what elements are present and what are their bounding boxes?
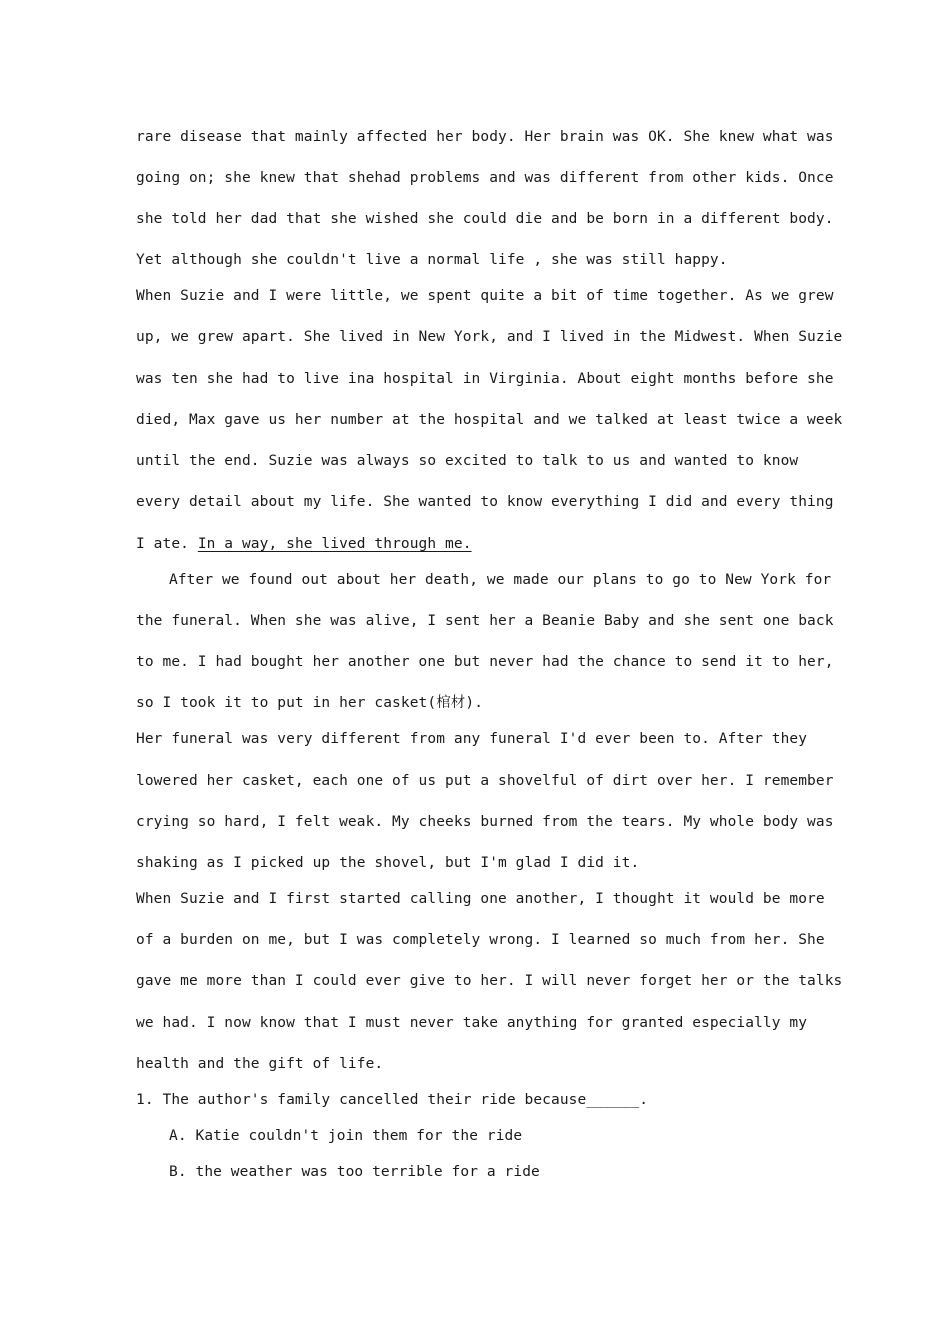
paragraph-2-line-6: every detail about my life. She wanted to know everything I did and every thing [136,494,834,510]
paragraph-5-line-2: of a burden on me, but I was completely wrong. I learned so much from her. She [136,932,825,948]
paragraph-3-line-2: the funeral. When she was alive, I sent her a Beanie Baby and she sent one back [136,613,834,629]
paragraph-1-line-3: she told her dad that she wished she could die and be born in a different body. [136,211,834,227]
paragraph-4-line-1: Her funeral was very different from any funeral I'd ever been to. After they [136,731,808,747]
paragraph-2-line-7 [136,534,472,554]
question-1-option-b: B. the weather was too terrible for a ride [169,1164,540,1180]
paragraph-2-line-3: was ten she had to live ina hospital in Virginia. About eight months before she [136,371,834,387]
paragraph-3-line-1: After we found out about her death, we made our plans to go to New York for [169,572,832,588]
paragraph-4-line-3: crying so hard, I felt weak. My cheeks burned from the tears. My whole body was [136,814,834,830]
question-1-option-a: A. Katie couldn't join them for the ride [169,1128,523,1144]
paragraph-2-line-2: up, we grew apart. She lived in New York, and I lived in the Midwest. When Suzie [136,329,843,345]
paragraph-3-line-4: so I took it to put in her casket(棺材). [136,695,484,711]
paragraph-4-line-2: lowered her casket, each one of us put a shovelful of dirt over her. I remember [136,773,834,789]
paragraph-1-line-2: going on; she knew that shehad problems and was different from other kids. Once [136,170,834,186]
underlined-sentence: In a way, she lived through me. [197,536,472,552]
paragraph-2-line-5: until the end. Suzie was always so excited to talk to us and wanted to know [136,453,799,469]
paragraph-4-line-4: shaking as I picked up the shovel, but I'm glad I did it. [136,855,640,871]
paragraph-1-line-4: Yet although she couldn't live a normal life , she was still happy. [136,252,728,268]
paragraph-1-line-1: rare disease that mainly affected her body. Her brain was OK. She knew what was [136,129,834,145]
paragraph-2-line-1: When Suzie and I were little, we spent quite a bit of time together. As we grew [136,288,834,304]
paragraph-2-line-7-prefix: I ate. [136,536,198,552]
paragraph-5-line-1: When Suzie and I first started calling one another, I thought it would be more [136,891,825,907]
paragraph-5-line-5: health and the gift of life. [136,1056,384,1072]
question-1-stem: 1. The author's family cancelled their ride because______. [136,1092,649,1108]
paragraph-2-line-4: died, Max gave us her number at the hospital and we talked at least twice a week [136,412,843,428]
paragraph-5-line-4: we had. I now know that I must never take anything for granted especially my [136,1015,808,1031]
paragraph-3-line-3: to me. I had bought her another one but never had the chance to send it to her, [136,654,834,670]
paragraph-5-line-3: gave me more than I could ever give to her. I will never forget her or the talks [136,973,843,989]
